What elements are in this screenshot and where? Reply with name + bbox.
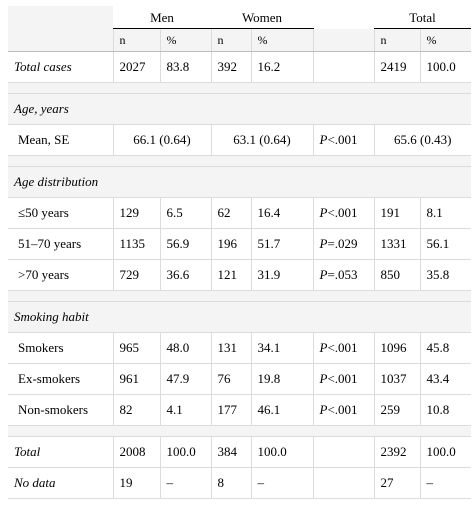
table-row [8, 364, 471, 395]
cell-women-n: 62 [211, 198, 251, 229]
header-men: Men [113, 6, 211, 29]
cell-total-pct: 35.8 [420, 260, 471, 291]
cell-p [313, 229, 374, 260]
p-value: <.001 [327, 371, 358, 386]
cell-women-pct: 46.1 [251, 395, 313, 426]
cell-total-pct: 100.0 [420, 437, 471, 468]
header-total-pct: % [420, 29, 471, 52]
cell-total-n: 1037 [374, 364, 420, 395]
row-label: Non-smokers [8, 395, 113, 426]
p-prefix: P [319, 236, 328, 251]
cell-total-pct: 56.1 [420, 229, 471, 260]
row-label: ≤50 years [8, 198, 113, 229]
p-prefix: P [319, 402, 328, 417]
cell-p [313, 125, 374, 156]
p-prefix: P [319, 267, 328, 282]
p-value: =.029 [327, 236, 358, 251]
cell-men-pct: 47.9 [160, 364, 211, 395]
section-title: Age, years [8, 94, 471, 125]
header-women-pct: % [251, 29, 313, 52]
cell-men-n: 2008 [113, 437, 160, 468]
cell-women-n: 384 [211, 437, 251, 468]
cell-women-pct: 34.1 [251, 333, 313, 364]
cell-men-pct: 56.9 [160, 229, 211, 260]
header-total-n: n [374, 29, 420, 52]
cell-women-pct: 100.0 [251, 437, 313, 468]
header-men-n: n [113, 29, 160, 52]
table-row [8, 395, 471, 426]
header-p-unit-blank [313, 29, 374, 52]
p-value: <.001 [327, 402, 358, 417]
cell-men-n: 965 [113, 333, 160, 364]
cell-men-n: 82 [113, 395, 160, 426]
row-label: Ex-smokers [8, 364, 113, 395]
cell-p [313, 364, 374, 395]
p-value: <.001 [327, 132, 358, 147]
cell-p [313, 198, 374, 229]
cell-p [313, 395, 374, 426]
cell-total-n: 1096 [374, 333, 420, 364]
row-label: No data [8, 468, 113, 499]
cell-men-mean: 66.1 (0.64) [113, 125, 211, 156]
header-p-blank [313, 6, 374, 29]
header-women-n: n [211, 29, 251, 52]
cell-total-mean: 65.6 (0.43) [374, 125, 471, 156]
cell-total-n: 850 [374, 260, 420, 291]
cell-men-pct: 48.0 [160, 333, 211, 364]
row-label: Smokers [8, 333, 113, 364]
table-row [8, 333, 471, 364]
cell-women-n: 131 [211, 333, 251, 364]
cell-men-n: 19 [113, 468, 160, 499]
cell-women-n: 121 [211, 260, 251, 291]
cell-women-pct: 19.8 [251, 364, 313, 395]
row-label: Mean, SE [8, 125, 113, 156]
cell-women-n: 76 [211, 364, 251, 395]
cell-p [313, 260, 374, 291]
cell-p [313, 468, 374, 499]
cell-men-pct: – [160, 468, 211, 499]
cell-total-pct: 10.8 [420, 395, 471, 426]
spacer-row [8, 156, 471, 167]
cell-total-n: 259 [374, 395, 420, 426]
cell-men-pct: 100.0 [160, 437, 211, 468]
cell-men-n: 129 [113, 198, 160, 229]
cell-total-n: 2392 [374, 437, 420, 468]
cell-women-n: 392 [211, 52, 251, 83]
section-smoking-habit [8, 302, 471, 333]
header-blank [8, 6, 113, 29]
cell-men-pct: 36.6 [160, 260, 211, 291]
cell-men-n: 729 [113, 260, 160, 291]
cell-p [313, 52, 374, 83]
cell-men-pct: 4.1 [160, 395, 211, 426]
p-prefix: P [319, 340, 328, 355]
cell-total-n: 1331 [374, 229, 420, 260]
section-title: Smoking habit [8, 302, 471, 333]
cell-women-mean: 63.1 (0.64) [211, 125, 313, 156]
header-row-units [8, 29, 471, 52]
cell-men-pct: 83.8 [160, 52, 211, 83]
cell-women-pct: 31.9 [251, 260, 313, 291]
table-row-total-cases [8, 52, 471, 83]
row-label: Total cases [8, 52, 113, 83]
table-row-age-mean [8, 125, 471, 156]
cell-total-n: 27 [374, 468, 420, 499]
section-age-years [8, 94, 471, 125]
cell-total-n: 191 [374, 198, 420, 229]
header-men-pct: % [160, 29, 211, 52]
spacer-row [8, 426, 471, 437]
p-value: <.001 [327, 340, 358, 355]
cell-women-n: 177 [211, 395, 251, 426]
table-row-total [8, 437, 471, 468]
p-prefix: P [319, 371, 328, 386]
table-row-no-data [8, 468, 471, 499]
p-value: =.053 [327, 267, 358, 282]
cell-total-pct: 100.0 [420, 52, 471, 83]
cell-men-n: 1135 [113, 229, 160, 260]
cell-women-pct: 51.7 [251, 229, 313, 260]
cell-women-pct: 16.4 [251, 198, 313, 229]
row-label: >70 years [8, 260, 113, 291]
row-label: 51–70 years [8, 229, 113, 260]
cell-total-pct: – [420, 468, 471, 499]
section-title: Age distribution [8, 167, 471, 198]
cell-p [313, 333, 374, 364]
header-unit-blank [8, 29, 113, 52]
cell-total-n: 2419 [374, 52, 420, 83]
cell-men-n: 2027 [113, 52, 160, 83]
spacer-row [8, 291, 471, 302]
p-prefix: P [319, 205, 328, 220]
section-age-distribution [8, 167, 471, 198]
cell-total-pct: 45.8 [420, 333, 471, 364]
cell-total-pct: 8.1 [420, 198, 471, 229]
cell-men-pct: 6.5 [160, 198, 211, 229]
cell-p [313, 437, 374, 468]
p-value: <.001 [327, 205, 358, 220]
cell-women-pct: 16.2 [251, 52, 313, 83]
cell-men-n: 961 [113, 364, 160, 395]
p-prefix: P [319, 132, 328, 147]
table-row [8, 229, 471, 260]
table-row [8, 260, 471, 291]
cell-women-n: 196 [211, 229, 251, 260]
cell-total-pct: 43.4 [420, 364, 471, 395]
cell-women-pct: – [251, 468, 313, 499]
header-women: Women [211, 6, 313, 29]
cell-women-n: 8 [211, 468, 251, 499]
table-row [8, 198, 471, 229]
header-row-groups [8, 6, 471, 29]
header-total: Total [374, 6, 471, 29]
spacer-row [8, 83, 471, 94]
row-label: Total [8, 437, 113, 468]
demographics-table [8, 6, 471, 499]
